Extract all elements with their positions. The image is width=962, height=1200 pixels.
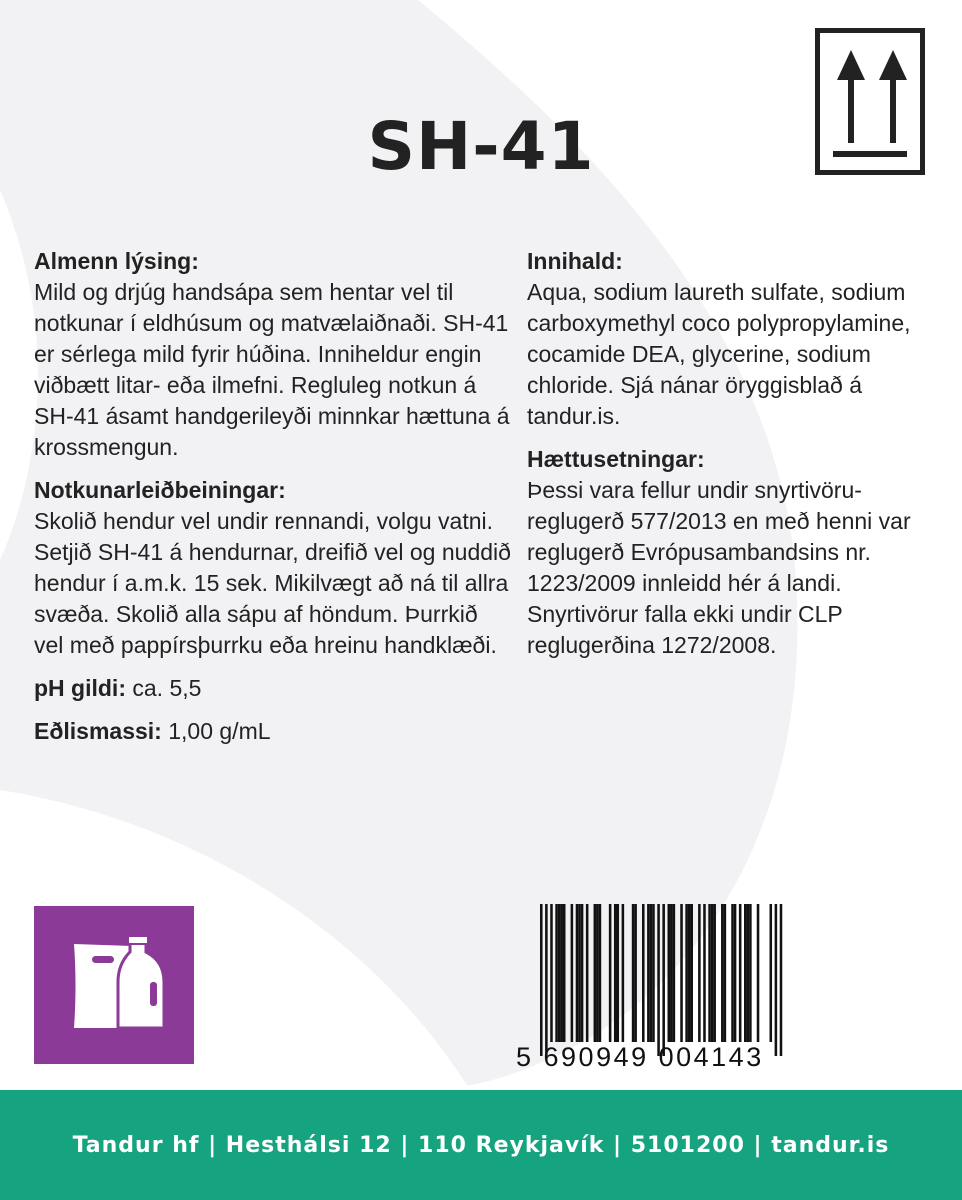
hazards-section: [527, 444, 957, 661]
footer-contact-text: Tandur hf | Hesthálsi 12 | 110 Reykjavík | 5101200 | tandur.is: [72, 1132, 890, 1158]
barcode-bar: [596, 904, 599, 1042]
density-label: Eðlismassi:: [34, 718, 162, 744]
bag-and-bottle-pictogram-icon: [34, 906, 194, 1064]
barcode-bar: [555, 904, 558, 1042]
barcode-bar: [662, 904, 665, 1056]
ph-row: [34, 673, 512, 704]
barcode-bar: [632, 904, 635, 1042]
barcode-bar: [739, 904, 742, 1042]
barcode-bar: [545, 904, 548, 1056]
density-row: [34, 716, 512, 747]
usage-heading: Notkunarleiðbeiningar:: [34, 477, 286, 503]
hazards-text: Þessi vara fellur undir snyrtivöru-reglugerð 577/2013 en með henni var reglugerð Evrópusambandsins nr. 1223/2009 innleidd hér á landi. Snyrtivörur falla ekki undir CLP reglugerðina 1272/2008.: [527, 477, 911, 658]
barcode-bar: [617, 904, 620, 1042]
right-info-column: [527, 246, 957, 673]
barcode-bar: [647, 904, 650, 1042]
barcode-bar: [711, 904, 714, 1042]
barcode-bar: [550, 904, 553, 1042]
barcode-bar: [642, 904, 645, 1042]
footer-bar: [0, 1090, 962, 1200]
product-title: SH-41: [367, 108, 595, 185]
barcode-bar: [731, 904, 734, 1042]
barcode-bar: [609, 904, 612, 1042]
barcode-bar: [670, 904, 673, 1042]
barcode-bar: [757, 904, 760, 1042]
barcode-bar: [775, 904, 778, 1056]
description-heading: Almenn lýsing:: [34, 248, 199, 274]
barcode-bar: [581, 904, 584, 1042]
barcode-bar: [780, 904, 783, 1056]
usage-section: [34, 475, 512, 661]
barcode-bar: [734, 904, 737, 1042]
barcode-bar: [698, 904, 701, 1042]
barcode-bar: [576, 904, 579, 1042]
barcode-bar: [599, 904, 602, 1042]
barcode-bar: [657, 904, 660, 1056]
barcode-bar: [688, 904, 691, 1042]
barcode-bar: [571, 904, 574, 1042]
barcode-bar: [708, 904, 711, 1042]
barcode-bar: [578, 904, 581, 1042]
barcode-bar: [713, 904, 716, 1042]
barcode-bar: [586, 904, 589, 1042]
barcode-bar: [563, 904, 566, 1042]
hazards-heading: Hættusetningar:: [527, 446, 705, 472]
barcode-bar: [634, 904, 637, 1042]
barcode-bar: [594, 904, 597, 1042]
barcode-bar: [652, 904, 655, 1042]
barcode-number: 5 690949 004143: [516, 1042, 764, 1072]
density-value: 1,00 g/mL: [168, 718, 271, 744]
ph-label: pH gildi:: [34, 675, 126, 701]
barcode-bar: [668, 904, 671, 1042]
left-info-column: [34, 246, 512, 759]
usage-text: Skolið hendur vel undir rennandi, volgu vatni. Setjið SH-41 á hendurnar, dreifið vel og nuddið hendur í a.m.k. 15 sek. Mikilvægt að ná til allra svæða. Skolið alla sápu af höndum. Þurrkið vel með pappírsþurrku eða hreinu handklæði.: [34, 508, 511, 658]
barcode-bar: [560, 904, 563, 1042]
contents-text: Aqua, sodium laureth sulfate, sodium carboxymethyl coco polypropylamine, cocamide DEA, glycerine, sodium chloride. Sjá nánar öryggisblað á tandur.is.: [527, 279, 911, 429]
packaging-pictogram: [34, 906, 194, 1064]
barcode-bar: [747, 904, 750, 1042]
barcode-bar: [685, 904, 688, 1042]
barcode-bar: [690, 904, 693, 1042]
barcode-bar: [622, 904, 625, 1042]
description-text: Mild og drjúg handsápa sem hentar vel til notkunar í eldhúsum og matvælaiðnaði. SH-41 er sérlega mild fyrir húðina. Inniheldur engin viðbætt litar- eða ilmefni. Regluleg notkun á SH-41 ásamt handgerileyði minnkar hættuna á krossmengun.: [34, 279, 510, 460]
barcode-bar: [721, 904, 724, 1042]
contents-heading: Innihald:: [527, 248, 623, 274]
contents-section: [527, 246, 957, 432]
barcode-bar: [749, 904, 752, 1042]
barcode-bar: [744, 904, 747, 1042]
barcode-bar: [614, 904, 617, 1042]
barcode-bar: [770, 904, 773, 1042]
this-way-up-arrows-icon: [815, 28, 925, 175]
ph-value: ca. 5,5: [132, 675, 202, 701]
description-section: [34, 246, 512, 463]
barcode: [516, 900, 796, 1072]
barcode-bar: [540, 904, 543, 1056]
barcode-bar: [650, 904, 653, 1042]
barcode-bar: [673, 904, 676, 1042]
barcode-bar: [680, 904, 683, 1042]
barcode-bar: [724, 904, 727, 1042]
barcode-bar: [703, 904, 706, 1042]
barcode-bar: [558, 904, 561, 1042]
